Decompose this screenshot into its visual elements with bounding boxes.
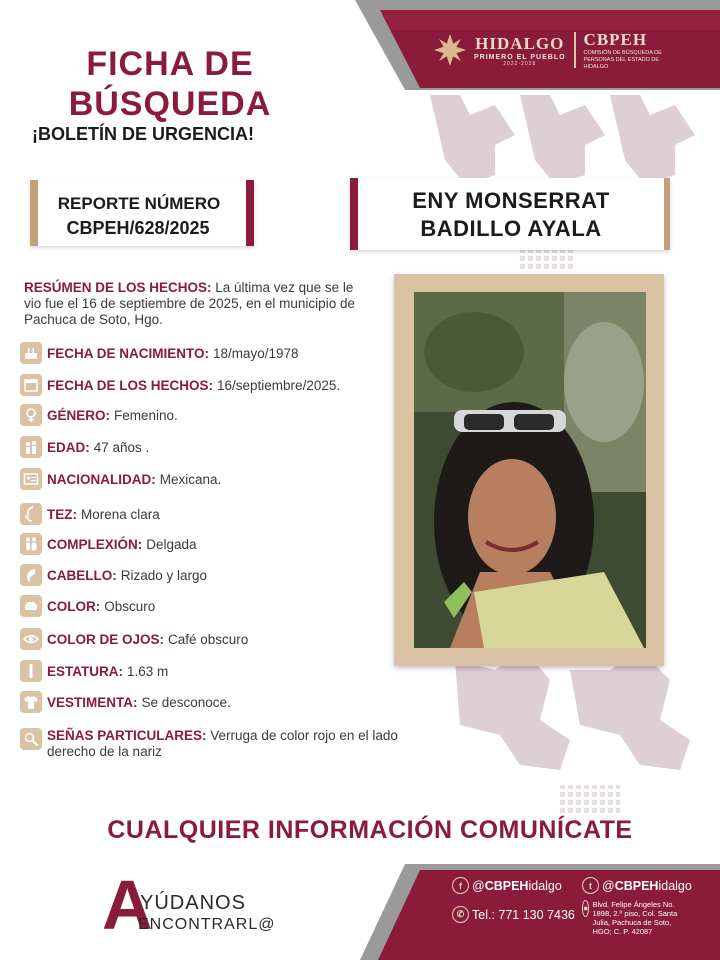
- fact-row-build: [20, 533, 197, 555]
- missing-person-photo: [414, 292, 646, 648]
- color-icon: [20, 595, 42, 617]
- distinguishing-marks-text: [47, 728, 400, 760]
- ruler-icon: [20, 660, 42, 682]
- fact-row-birthdate: [20, 342, 299, 364]
- fact-label: EDAD:: [47, 439, 90, 455]
- fact-value: Obscuro: [104, 598, 156, 614]
- logo-divider: [574, 32, 576, 68]
- hidalgo-logo: [474, 34, 566, 67]
- cbpeh-logo: [584, 30, 676, 71]
- hidalgo-logo-years: 2022-2028: [503, 60, 537, 67]
- fact-value: Delgada: [146, 536, 197, 552]
- fact-value: Morena clara: [81, 506, 160, 522]
- urgency-subtitle: ¡BOLETÍN DE URGENCIA!: [32, 124, 254, 144]
- address-text: Blvd. Felipe Ángeles No. 1898, 2.º piso, Col. Santa Julia, Pachuca de Soto, HGO; C. P. 42087: [592, 900, 678, 936]
- report-number-box: [30, 180, 254, 246]
- fact-row-nationality: [20, 468, 221, 490]
- eye-icon: [20, 628, 42, 650]
- age-icon: [20, 436, 42, 458]
- phone-icon: ✆: [452, 906, 469, 923]
- fact-value: Rizado y largo: [120, 567, 208, 583]
- hidalgo-logo-tagline: PRIMERO EL PUEBLO: [474, 53, 566, 61]
- title-line-1: FICHA DE: [86, 45, 254, 83]
- twitter-handle-rest: idalgo: [658, 878, 692, 893]
- id-card-icon: [20, 468, 42, 490]
- report-label: REPORTE NÚMERO: [57, 194, 221, 213]
- cake-icon: [20, 342, 42, 364]
- shirt-icon: [20, 691, 42, 713]
- fact-value: Café obscuro: [168, 631, 249, 647]
- fact-label: COMPLEXIÓN:: [47, 536, 143, 552]
- calendar-icon: [20, 374, 42, 396]
- title-line-2: BÚSQUEDA: [68, 85, 272, 123]
- fact-label: FECHA DE LOS HECHOS:: [47, 377, 214, 393]
- fact-value: 1.63 m: [127, 663, 169, 679]
- fact-row-gender: [20, 404, 178, 426]
- facebook-contact[interactable]: [452, 877, 562, 894]
- summary-label: RESÚMEN DE LOS HECHOS:: [24, 280, 212, 295]
- hidalgo-logo-name: HIDALGO: [475, 33, 565, 53]
- ayudanos-logo-letter: A: [102, 866, 153, 944]
- call-to-action: CUALQUIER INFORMACIÓN COMUNÍCATE: [107, 816, 633, 844]
- fact-label: COLOR DE OJOS:: [47, 631, 165, 647]
- twitter-contact[interactable]: [582, 877, 692, 894]
- fact-label: NACIONALIDAD:: [47, 471, 156, 487]
- fact-label: TEZ:: [47, 506, 77, 522]
- facebook-handle-bold: CBPEH: [484, 878, 529, 893]
- person-first-names: ENY MONSERRAT: [412, 188, 610, 213]
- gender-icon: [20, 404, 42, 426]
- fact-row-skin-tone: [20, 503, 160, 525]
- fact-label: SEÑAS PARTICULARES:: [47, 728, 207, 743]
- person-last-names: BADILLO AYALA: [420, 216, 602, 241]
- report-number: CBPEH/628/2025: [66, 218, 210, 238]
- fact-value: 18/mayo/1978: [213, 345, 299, 361]
- fact-value: 16/septiembre/2025.: [217, 377, 341, 393]
- institution-logos: [432, 28, 692, 72]
- facebook-handle-rest: idalgo: [528, 878, 562, 893]
- page-title: [40, 44, 300, 124]
- fact-value: Femenino.: [114, 407, 178, 423]
- phone-number: Tel.: 771 130 7436: [472, 907, 575, 922]
- fact-row-eye-color: [20, 628, 248, 650]
- hair-icon: [20, 564, 42, 586]
- fact-label: VESTIMENTA:: [47, 694, 138, 710]
- fact-value: Mexicana.: [159, 471, 222, 487]
- fact-row-event-date: [20, 374, 340, 396]
- twitter-icon: t: [582, 877, 599, 894]
- fact-label: COLOR:: [47, 598, 101, 614]
- twitter-prefix: @: [602, 878, 615, 893]
- phone-contact[interactable]: [452, 906, 575, 923]
- fact-row-clothing: [20, 691, 231, 713]
- fact-label: GÉNERO:: [47, 407, 111, 423]
- magnifier-icon: [20, 728, 42, 750]
- bird-motif-bottom: [455, 650, 690, 815]
- facts-summary: [24, 280, 364, 328]
- cbpeh-logo-description: COMISIÓN DE BÚSQUEDA DE PERSONAS DEL ESTADO DE HIDALGO: [583, 49, 662, 70]
- person-name-box: [350, 178, 670, 250]
- summary-text: La última vez que se le vio fue el 16 de septiembre de 2025, en el municipio de Pachuca de Soto, Hgo.: [24, 280, 355, 327]
- fact-row-color: [20, 595, 155, 617]
- facebook-prefix: @: [472, 878, 485, 893]
- location-pin-icon: ●: [582, 900, 589, 917]
- cbpeh-logo-name: CBPEH: [583, 29, 648, 49]
- fact-label: FECHA DE NACIMIENTO:: [47, 345, 209, 361]
- fact-label: ESTATURA:: [47, 663, 123, 679]
- fact-value: Se desconoce.: [141, 694, 231, 710]
- fact-label: CABELLO:: [47, 567, 117, 583]
- twitter-handle-bold: CBPEH: [614, 878, 659, 893]
- facebook-icon: f: [452, 877, 469, 894]
- fact-row-height: [20, 660, 168, 682]
- face-profile-icon: [20, 503, 42, 525]
- fact-row-distinguishing-marks: [20, 728, 400, 760]
- hidalgo-flower-icon: [432, 32, 468, 68]
- ayudanos-logo-word1: YÚDANOS: [140, 892, 246, 914]
- ayudanos-logo-word2: ENCONTRARL@: [138, 916, 276, 933]
- body-icon: [20, 533, 42, 555]
- fact-value: Verruga de color rojo en el lado derecho de la nariz: [47, 728, 398, 759]
- fact-row-hair: [20, 564, 207, 586]
- fact-row-age: [20, 436, 149, 458]
- photo-frame: [394, 274, 664, 666]
- fact-value: 47 años .: [93, 439, 150, 455]
- address-contact: [582, 900, 692, 936]
- ayudanos-logo: [102, 866, 302, 946]
